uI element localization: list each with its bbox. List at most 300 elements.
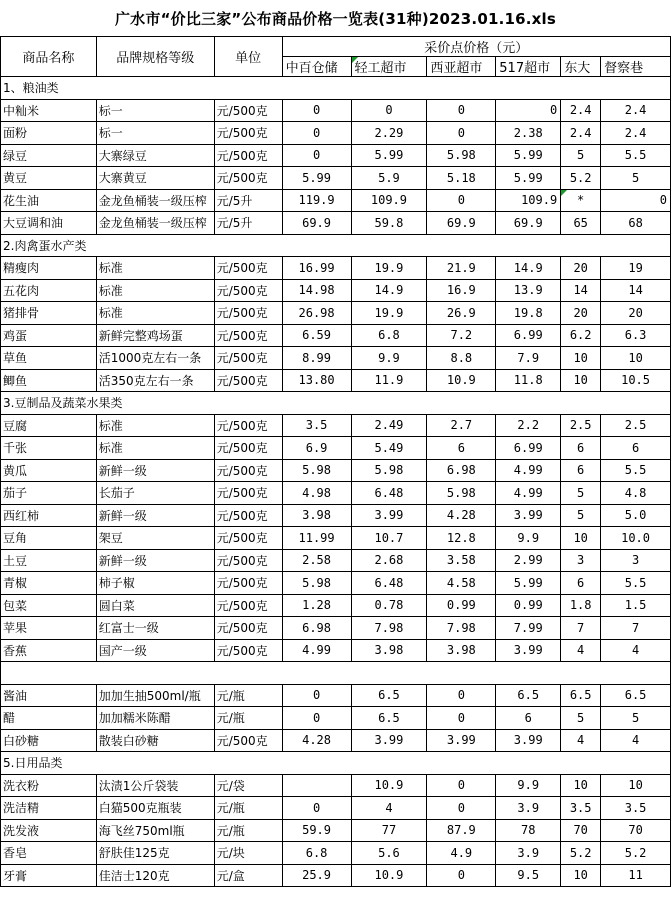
table-row	[1, 279, 671, 302]
price-cell: 1.5	[601, 594, 671, 617]
product-unit: 元/500克	[214, 639, 282, 662]
price-cell: 16.9	[427, 279, 496, 302]
product-spec: 活1000克左右一条	[96, 347, 214, 370]
price-cell: 5.5	[601, 572, 671, 595]
price-cell: 59.9	[282, 819, 351, 842]
table-row	[1, 819, 671, 842]
price-cell: 70	[601, 819, 671, 842]
price-cell: 19	[601, 257, 671, 280]
price-cell: 6.5	[561, 684, 601, 707]
product-spec: 圆白菜	[96, 594, 214, 617]
price-cell: 119.9	[282, 189, 351, 212]
product-unit: 元/500克	[214, 572, 282, 595]
price-cell: 2.4	[601, 122, 671, 145]
product-name: 草鱼	[1, 347, 97, 370]
price-cell: 68	[601, 212, 671, 235]
price-cell: 6.9	[282, 437, 351, 460]
header-spec: 品牌规格等级	[96, 37, 214, 77]
price-cell: 6.8	[282, 842, 351, 865]
price-cell: 5	[601, 167, 671, 190]
product-unit: 元/瓶	[214, 819, 282, 842]
price-cell: 4.28	[282, 729, 351, 752]
price-cell: 2.29	[351, 122, 427, 145]
table-row	[1, 302, 671, 325]
price-cell: 5	[561, 707, 601, 730]
product-name: 千张	[1, 437, 97, 460]
price-cell: 5.98	[282, 572, 351, 595]
table-row	[1, 729, 671, 752]
price-cell: 3.98	[427, 639, 496, 662]
price-cell: 10	[561, 774, 601, 797]
price-cell: 5.49	[351, 437, 427, 460]
product-name: 中籼米	[1, 99, 97, 122]
price-cell: 10	[561, 369, 601, 392]
price-cell: 19.8	[496, 302, 561, 325]
table-row	[1, 369, 671, 392]
section-row	[1, 392, 671, 415]
price-cell: 6	[561, 459, 601, 482]
price-cell: 2.2	[496, 414, 561, 437]
price-cell: 10	[561, 347, 601, 370]
price-cell: 0	[282, 99, 351, 122]
product-unit: 元/500克	[214, 99, 282, 122]
price-cell: 25.9	[282, 864, 351, 887]
price-cell: 4.99	[496, 459, 561, 482]
price-cell: 3.99	[351, 504, 427, 527]
price-cell: 0	[282, 122, 351, 145]
price-cell: 0	[282, 797, 351, 820]
price-cell: 0	[427, 707, 496, 730]
product-unit: 元/500克	[214, 302, 282, 325]
price-cell: 6.48	[351, 482, 427, 505]
price-cell: 10	[601, 347, 671, 370]
price-cell: 0	[601, 189, 671, 212]
price-cell: 9.9	[351, 347, 427, 370]
price-cell: 4	[351, 797, 427, 820]
product-unit: 元/瓶	[214, 684, 282, 707]
product-spec: 标准	[96, 437, 214, 460]
product-name: 酱油	[1, 684, 97, 707]
price-cell: 3.99	[496, 504, 561, 527]
table-row	[1, 144, 671, 167]
product-name: 包菜	[1, 594, 97, 617]
price-cell: 69.9	[282, 212, 351, 235]
product-name: 香皂	[1, 842, 97, 865]
product-name: 豆角	[1, 527, 97, 550]
price-cell: 0	[282, 144, 351, 167]
price-cell: 5.98	[427, 144, 496, 167]
section-title: 3.豆制品及蔬菜水果类	[1, 392, 671, 415]
price-cell: 2.68	[351, 549, 427, 572]
header-store: 东大	[561, 57, 601, 77]
price-cell: 7.98	[351, 617, 427, 640]
price-cell: 2.5	[561, 414, 601, 437]
product-name: 苹果	[1, 617, 97, 640]
price-cell: 5	[601, 707, 671, 730]
price-cell: 5.99	[282, 167, 351, 190]
product-unit: 元/500克	[214, 122, 282, 145]
table-row	[1, 504, 671, 527]
price-cell: 11.9	[351, 369, 427, 392]
price-cell: 70	[561, 819, 601, 842]
product-spec: 大寨绿豆	[96, 144, 214, 167]
price-cell: 21.9	[427, 257, 496, 280]
product-unit: 元/500克	[214, 257, 282, 280]
price-cell: 6	[496, 707, 561, 730]
product-name: 面粉	[1, 122, 97, 145]
price-cell: 3.5	[561, 797, 601, 820]
price-cell: 109.9	[496, 189, 561, 212]
product-spec: 标一	[96, 99, 214, 122]
price-cell: 5.6	[351, 842, 427, 865]
price-cell: 6.3	[601, 324, 671, 347]
section-title: 5.日用品类	[1, 752, 671, 775]
price-cell: 69.9	[427, 212, 496, 235]
price-cell: 6	[561, 572, 601, 595]
product-unit: 元/500克	[214, 369, 282, 392]
price-cell: 20	[561, 257, 601, 280]
product-unit: 元/500克	[214, 347, 282, 370]
product-spec: 大寨黄豆	[96, 167, 214, 190]
price-cell: 16.99	[282, 257, 351, 280]
product-spec: 新鲜完整鸡场蛋	[96, 324, 214, 347]
table-row	[1, 437, 671, 460]
header-store: 中百仓储	[282, 57, 351, 77]
product-name: 牙膏	[1, 864, 97, 887]
product-spec: 国产一级	[96, 639, 214, 662]
price-cell: 5.5	[601, 459, 671, 482]
product-unit: 元/5升	[214, 212, 282, 235]
product-spec: 新鲜一级	[96, 549, 214, 572]
price-cell: 14.9	[351, 279, 427, 302]
price-cell: 4.8	[601, 482, 671, 505]
price-cell: 0.99	[496, 594, 561, 617]
header-store: 西亚超市	[427, 57, 496, 77]
product-name: 洗衣粉	[1, 774, 97, 797]
product-spec: 金龙鱼桶装一级压榨	[96, 189, 214, 212]
product-unit: 元/500克	[214, 414, 282, 437]
price-cell: 2.4	[601, 99, 671, 122]
price-cell: 4	[601, 729, 671, 752]
product-spec: 海飞丝750ml瓶	[96, 819, 214, 842]
price-table	[0, 36, 671, 887]
price-cell: 5.99	[496, 167, 561, 190]
price-cell: 5	[561, 482, 601, 505]
price-cell: 3.98	[351, 639, 427, 662]
product-name: 香蕉	[1, 639, 97, 662]
price-cell: 2.49	[351, 414, 427, 437]
price-cell: 5.2	[561, 842, 601, 865]
price-cell: 10.5	[601, 369, 671, 392]
header-row-1	[1, 37, 671, 57]
price-cell: 5.18	[427, 167, 496, 190]
price-cell: 19.9	[351, 257, 427, 280]
table-row	[1, 797, 671, 820]
product-name: 花生油	[1, 189, 97, 212]
price-cell: 6.5	[351, 684, 427, 707]
price-cell: 4.99	[496, 482, 561, 505]
section-row	[1, 752, 671, 775]
price-cell: 0	[496, 99, 561, 122]
product-spec: 标准	[96, 302, 214, 325]
product-spec: 舒肤佳125克	[96, 842, 214, 865]
price-cell: 14	[561, 279, 601, 302]
price-cell: 7.9	[496, 347, 561, 370]
price-cell: 6.5	[351, 707, 427, 730]
price-cell: 4.99	[282, 639, 351, 662]
price-cell: 0	[351, 99, 427, 122]
product-unit: 元/5升	[214, 189, 282, 212]
product-unit: 元/500克	[214, 482, 282, 505]
price-cell: 7	[561, 617, 601, 640]
table-row	[1, 549, 671, 572]
price-cell: 3.99	[351, 729, 427, 752]
price-cell: 5	[561, 144, 601, 167]
product-name: 猪排骨	[1, 302, 97, 325]
table-row	[1, 122, 671, 145]
header-store: 轻工超市	[351, 57, 427, 77]
product-spec: 新鲜一级	[96, 504, 214, 527]
table-row	[1, 842, 671, 865]
product-name: 西红柿	[1, 504, 97, 527]
section-title: 1、粮油类	[1, 77, 671, 100]
price-cell: 9.5	[496, 864, 561, 887]
product-spec: 新鲜一级	[96, 459, 214, 482]
product-spec: 长茄子	[96, 482, 214, 505]
product-name: 鲫鱼	[1, 369, 97, 392]
table-row	[1, 864, 671, 887]
product-spec: 散装白砂糖	[96, 729, 214, 752]
table-row	[1, 774, 671, 797]
price-cell: 0	[427, 864, 496, 887]
price-cell: 11	[601, 864, 671, 887]
product-name: 五花肉	[1, 279, 97, 302]
product-unit: 元/盒	[214, 864, 282, 887]
price-cell: 4	[601, 639, 671, 662]
price-cell: 6.8	[351, 324, 427, 347]
price-cell: 3	[601, 549, 671, 572]
product-unit: 元/500克	[214, 437, 282, 460]
price-cell: 3	[561, 549, 601, 572]
table-row	[1, 617, 671, 640]
price-cell: 2.7	[427, 414, 496, 437]
price-cell: 12.8	[427, 527, 496, 550]
price-cell	[282, 774, 351, 797]
price-cell: 11.99	[282, 527, 351, 550]
price-cell: 10	[561, 527, 601, 550]
price-cell: 3.9	[496, 842, 561, 865]
price-cell: 14	[601, 279, 671, 302]
table-row	[1, 572, 671, 595]
product-spec: 汰渍1公斤袋装	[96, 774, 214, 797]
product-unit: 元/500克	[214, 617, 282, 640]
product-spec: 佳洁士120克	[96, 864, 214, 887]
price-cell: 2.58	[282, 549, 351, 572]
price-cell: 0	[282, 707, 351, 730]
product-name: 茄子	[1, 482, 97, 505]
price-cell: 6.2	[561, 324, 601, 347]
sheet-title: 广水市“价比三家”公布商品价格一览表(31种)2023.01.16.xls	[114, 9, 557, 28]
price-cell: 19.9	[351, 302, 427, 325]
price-cell: 5.0	[601, 504, 671, 527]
table-row	[1, 684, 671, 707]
price-cell: 2.38	[496, 122, 561, 145]
product-unit: 元/500克	[214, 549, 282, 572]
product-name: 醋	[1, 707, 97, 730]
product-name: 洗洁精	[1, 797, 97, 820]
section-row	[1, 77, 671, 100]
product-unit: 元/500克	[214, 279, 282, 302]
table-row	[1, 459, 671, 482]
price-cell: 5.99	[496, 572, 561, 595]
table-row	[1, 99, 671, 122]
price-cell: 5.5	[601, 144, 671, 167]
product-name: 黄豆	[1, 167, 97, 190]
product-spec: 标一	[96, 122, 214, 145]
table-row	[1, 707, 671, 730]
price-cell: 2.4	[561, 122, 601, 145]
product-spec: 加加生抽500ml/瓶	[96, 684, 214, 707]
price-cell: 6.99	[496, 437, 561, 460]
product-unit: 元/500克	[214, 729, 282, 752]
price-cell: 7.99	[496, 617, 561, 640]
table-row	[1, 594, 671, 617]
price-cell: 13.80	[282, 369, 351, 392]
price-cell: 3.5	[282, 414, 351, 437]
price-cell: 20	[561, 302, 601, 325]
table-row	[1, 212, 671, 235]
price-cell: 2.99	[496, 549, 561, 572]
section-title	[1, 662, 671, 685]
table-row	[1, 482, 671, 505]
header-price-group: 采价点价格（元）	[282, 37, 670, 57]
price-cell: 3.98	[282, 504, 351, 527]
price-cell: 4	[561, 729, 601, 752]
section-row	[1, 234, 671, 257]
price-cell: 26.98	[282, 302, 351, 325]
price-cell: 78	[496, 819, 561, 842]
table-row	[1, 347, 671, 370]
section-title: 2.肉禽蛋水产类	[1, 234, 671, 257]
price-cell: 3.99	[427, 729, 496, 752]
price-cell: 69.9	[496, 212, 561, 235]
product-unit: 元/500克	[214, 594, 282, 617]
price-cell: 20	[601, 302, 671, 325]
price-cell: 5.98	[351, 459, 427, 482]
price-cell: 10.0	[601, 527, 671, 550]
price-cell: 5.98	[427, 482, 496, 505]
price-cell: 6	[601, 437, 671, 460]
price-cell: 6.59	[282, 324, 351, 347]
price-cell: 0.99	[427, 594, 496, 617]
table-row	[1, 324, 671, 347]
price-cell: 4.28	[427, 504, 496, 527]
table-row	[1, 189, 671, 212]
price-cell: 7	[601, 617, 671, 640]
header-name: 商品名称	[1, 37, 97, 77]
price-cell: 77	[351, 819, 427, 842]
product-unit: 元/500克	[214, 167, 282, 190]
price-cell: 8.99	[282, 347, 351, 370]
price-cell: 6.48	[351, 572, 427, 595]
price-cell: 0	[427, 774, 496, 797]
price-cell: 10	[561, 864, 601, 887]
price-cell: 4.58	[427, 572, 496, 595]
price-cell: 0	[427, 684, 496, 707]
product-name: 绿豆	[1, 144, 97, 167]
product-name: 豆腐	[1, 414, 97, 437]
product-spec: 加加糯米陈醋	[96, 707, 214, 730]
price-cell: 0	[282, 684, 351, 707]
price-cell: 0.78	[351, 594, 427, 617]
price-cell: 14.98	[282, 279, 351, 302]
product-unit: 元/500克	[214, 527, 282, 550]
price-cell: 6.5	[601, 684, 671, 707]
header-store: 督察巷	[601, 57, 671, 77]
product-spec: 柿子椒	[96, 572, 214, 595]
price-cell: 7.2	[427, 324, 496, 347]
price-cell: 6.98	[282, 617, 351, 640]
price-cell: 3.5	[601, 797, 671, 820]
table-row	[1, 167, 671, 190]
price-cell: 10.7	[351, 527, 427, 550]
price-cell: 1.8	[561, 594, 601, 617]
product-name: 大豆调和油	[1, 212, 97, 235]
price-cell: 8.8	[427, 347, 496, 370]
price-cell: 10.9	[351, 774, 427, 797]
price-cell: 5.2	[601, 842, 671, 865]
price-cell: 5.98	[282, 459, 351, 482]
price-cell: 1.28	[282, 594, 351, 617]
header-store: 517超市	[496, 57, 561, 77]
price-cell: 0	[427, 797, 496, 820]
product-spec: 金龙鱼桶装一级压榨	[96, 212, 214, 235]
header-unit: 单位	[214, 37, 282, 77]
price-cell: 5	[561, 504, 601, 527]
product-unit: 元/500克	[214, 144, 282, 167]
product-spec: 架豆	[96, 527, 214, 550]
price-cell: 9.9	[496, 527, 561, 550]
price-cell: 4.98	[282, 482, 351, 505]
price-cell: 3.9	[496, 797, 561, 820]
price-cell: 6.98	[427, 459, 496, 482]
product-spec: 标准	[96, 414, 214, 437]
product-name: 鸡蛋	[1, 324, 97, 347]
price-cell: 59.8	[351, 212, 427, 235]
product-name: 土豆	[1, 549, 97, 572]
product-name: 洗发液	[1, 819, 97, 842]
product-unit: 元/500克	[214, 459, 282, 482]
price-cell: 2.5	[601, 414, 671, 437]
price-cell: 6.99	[496, 324, 561, 347]
section-row	[1, 662, 671, 685]
price-cell: 4.9	[427, 842, 496, 865]
product-unit: 元/500克	[214, 324, 282, 347]
product-spec: 白猫500克瓶装	[96, 797, 214, 820]
price-cell: 87.9	[427, 819, 496, 842]
price-cell: 0	[427, 99, 496, 122]
product-name: 精瘦肉	[1, 257, 97, 280]
price-cell: 3.58	[427, 549, 496, 572]
price-cell: 2.4	[561, 99, 601, 122]
price-cell: 5.2	[561, 167, 601, 190]
product-name: 黄瓜	[1, 459, 97, 482]
product-unit: 元/袋	[214, 774, 282, 797]
product-name: 青椒	[1, 572, 97, 595]
product-name: 白砂糖	[1, 729, 97, 752]
product-spec: 标准	[96, 279, 214, 302]
price-cell: 7.98	[427, 617, 496, 640]
